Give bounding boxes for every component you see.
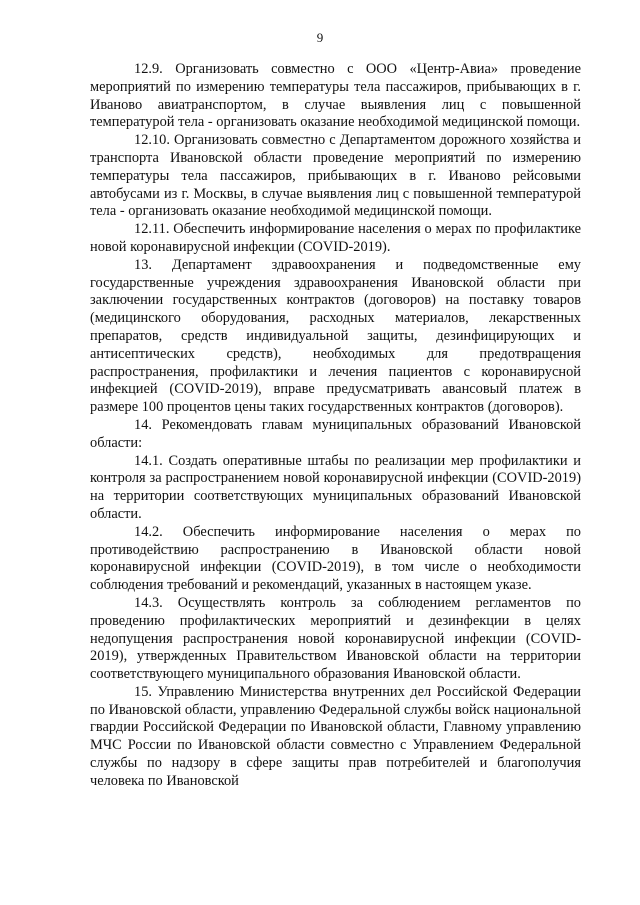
paragraph-14-2: 14.2. Обеспечить информирование населения о мерах по противодействию распространению в Ивановской области новой коронавирусной инфекции (COVID-2019), в том числе о необходимости соблюдения требований и рекомендаций, указанных в настоящем указе. bbox=[90, 523, 581, 594]
paragraph-14-1: 14.1. Создать оперативные штабы по реализации мер профилактики и контроля за распространением новой коронавирусной инфекции (COVID-2019) на территории соответствующих муниципальных образований Ивановской области. bbox=[90, 452, 581, 522]
page-number: 9 bbox=[316, 30, 324, 45]
paragraph-14-3: 14.3. Осуществлять контроль за соблюдением регламентов по проведению профилактических мероприятий и дезинфекции в целях недопущения распространения новой коронавирусной инфекции (COVID-2019), утвержденных Правительством Ивановской области на территории соответствующего муниципального образования Ивановской области. bbox=[90, 594, 581, 683]
paragraph-12-10: 12.10. Организовать совместно с Департаментом дорожного хозяйства и транспорта Ивановской области проведение мероприятий по измерению температуры тела пассажиров, прибывающих в г. Иваново рейсовыми автобусами из г. Москвы, в случае выявления лиц с повышенной температурой тела - организовать оказание необходимой медицинской помощи. bbox=[90, 132, 581, 220]
paragraph-15: 15. Управлению Министерства внутренних дел Российской Федерации по Ивановской области, управлению Федеральной службы войск национальной гвардии Российской Федерации по Ивановской области, Главному управлению МЧС России по Ивановской области совместно с Управлением Федеральной службы по надзору в сфере защиты прав потребителей и благополучия человека по Ивановской bbox=[90, 683, 581, 789]
paragraph-12-9: 12.9. Организовать совместно с ООО «Центр-Авиа» проведение мероприятий по измерению температуры тела пассажиров, прибывающих в г. Иваново авиатранспортом, в случае выявления лиц с повышенной температурой тела - организовать оказание необходимой медицинской помощи. bbox=[90, 61, 581, 131]
document-body bbox=[90, 61, 581, 791]
paragraph-12-11: 12.11. Обеспечить информирование населения о мерах по профилактике новой коронавирусной инфекции (COVID-2019). bbox=[90, 221, 581, 255]
paragraph-14: 14. Рекомендовать главам муниципальных образований Ивановской области: bbox=[90, 416, 581, 451]
paragraph-13: 13. Департамент здравоохранения и подведомственные ему государственные учреждения здравоохранения Ивановской области при заключении государственных контрактов (договоров) на поставку товаров (медицинского оборудования, расходных материалов, лекарственных препаратов, средств индивидуальной защиты, дезинфицирующих и антисептических средств), необходимых для предотвращения распространения, профилактики и лечения пациентов с коронавирусной инфекцией (COVID-2019), вправе предусматривать авансовый платеж в размере 100 процентов цены таких государственных контрактов (договоров). bbox=[90, 256, 581, 416]
